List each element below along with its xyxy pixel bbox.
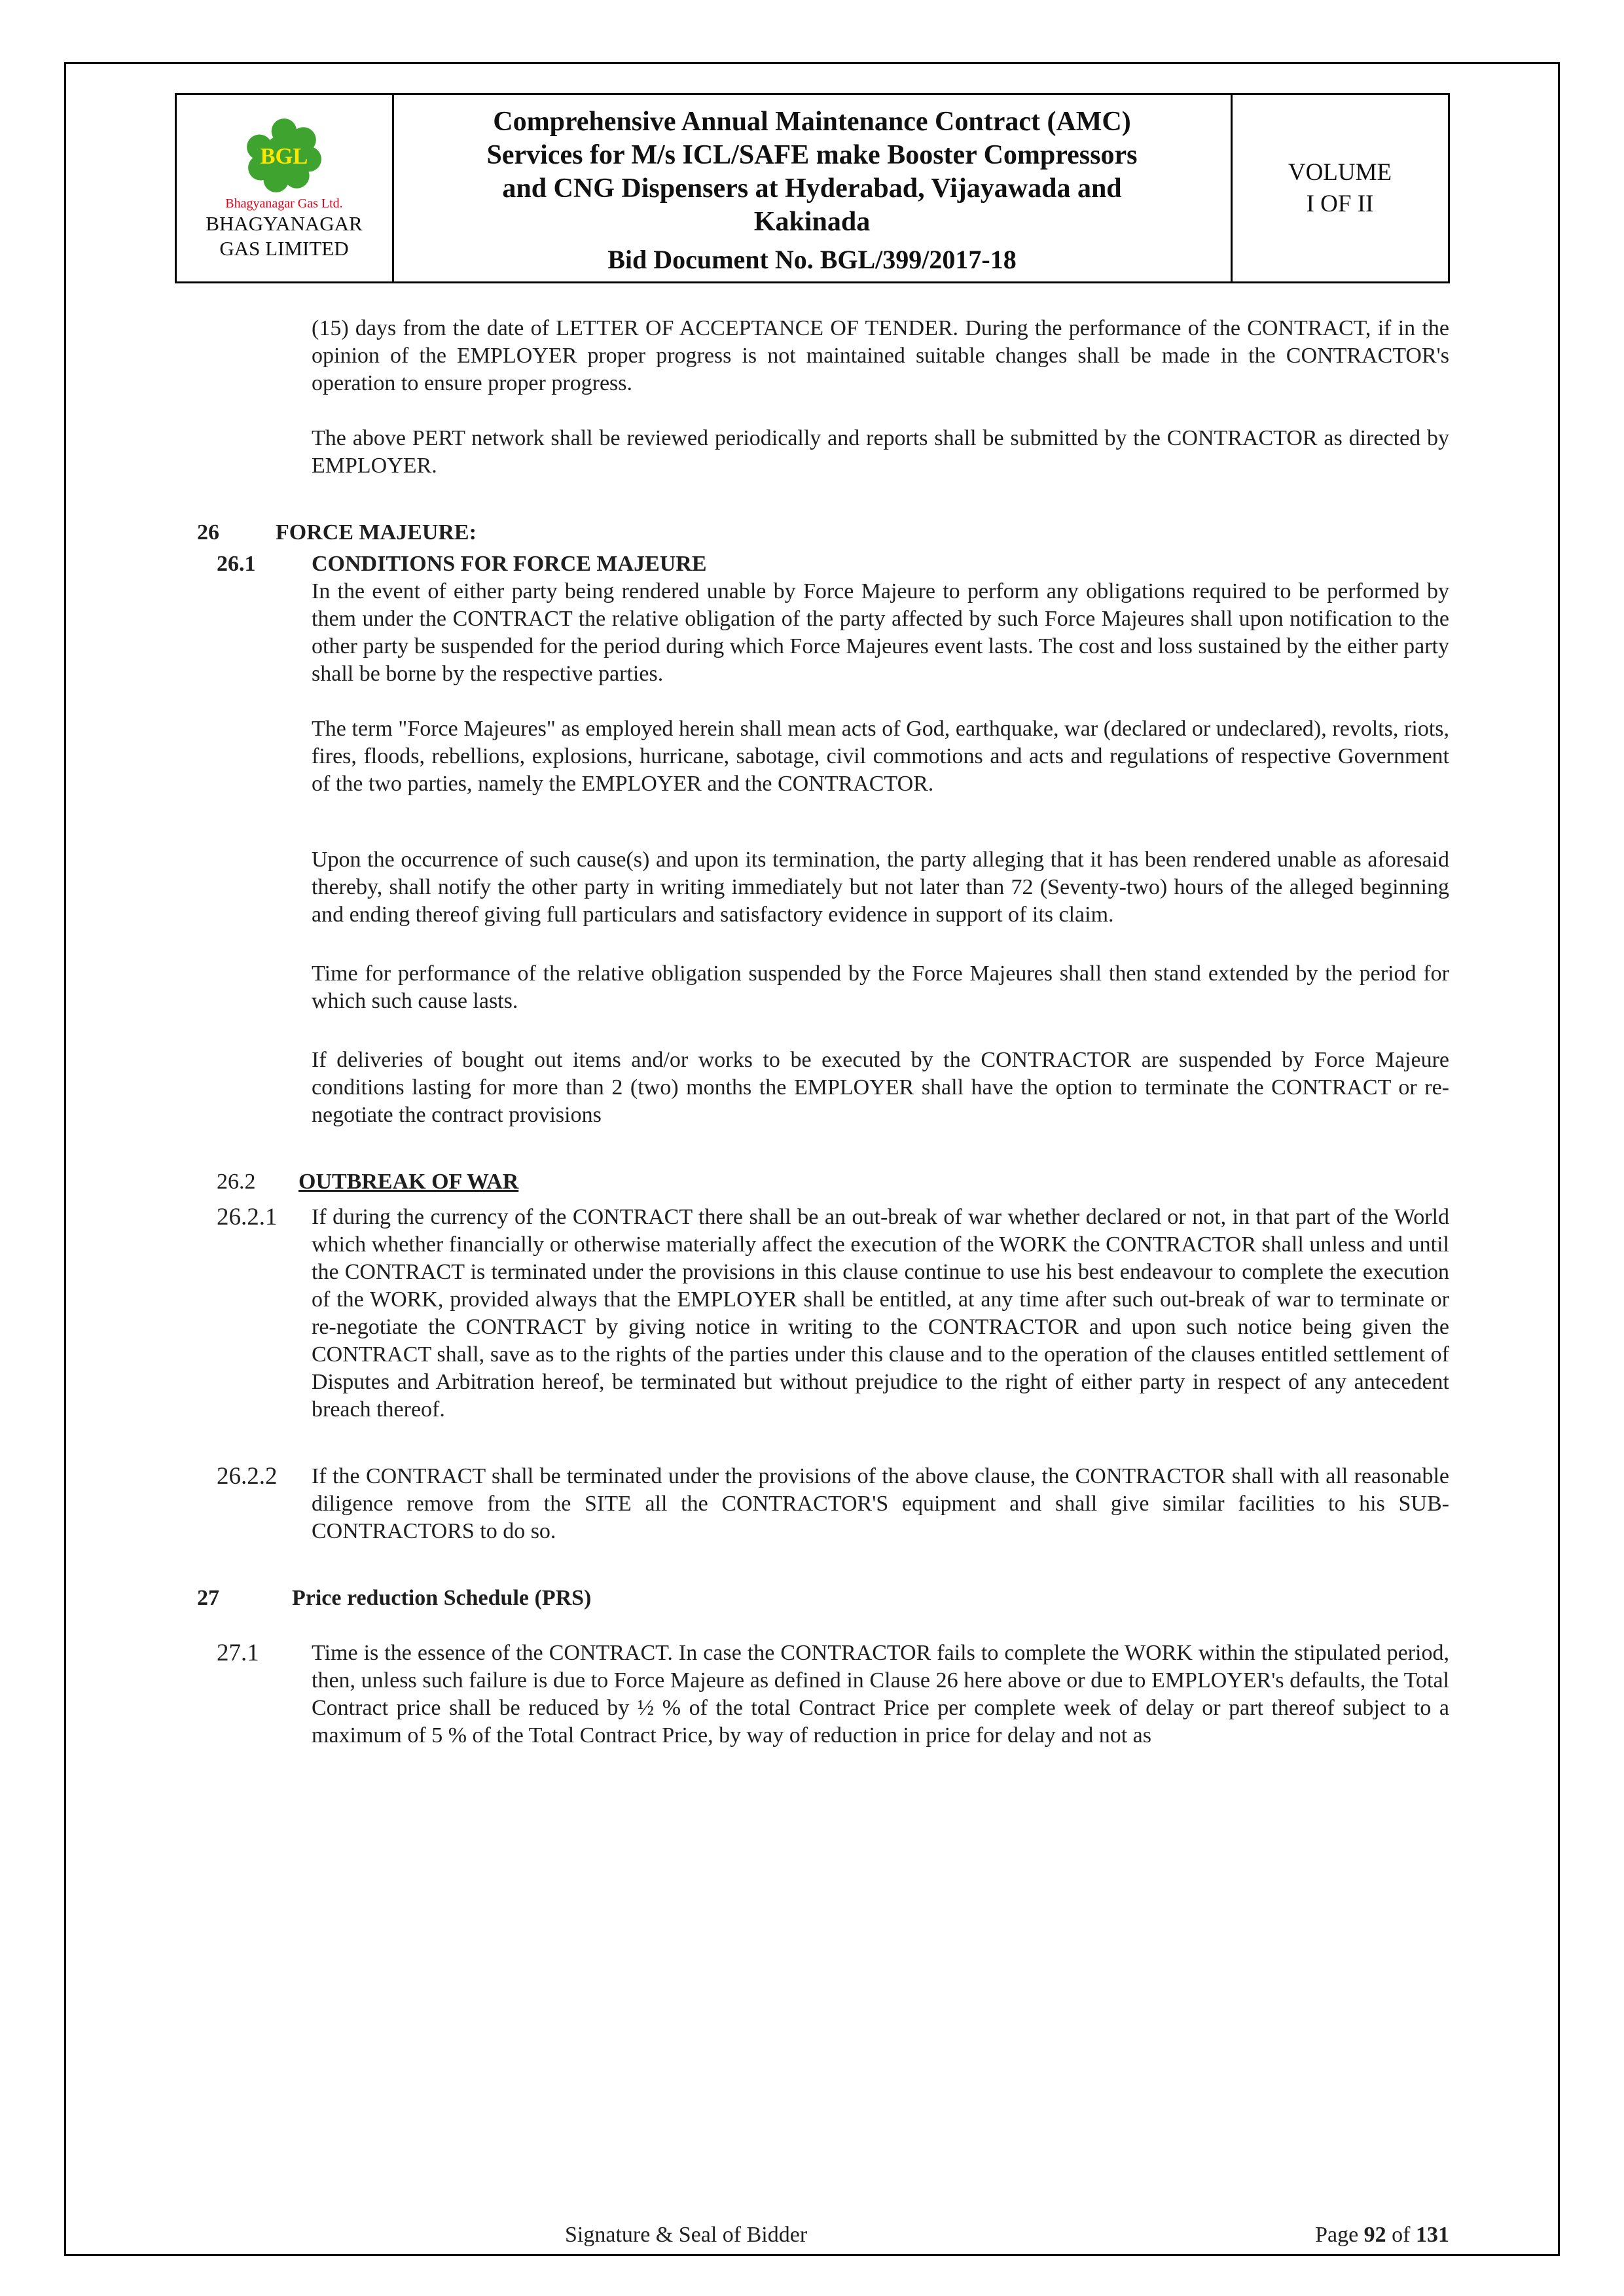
company-name-line2: GAS LIMITED [219, 237, 349, 260]
clause-26-1 [217, 550, 1449, 688]
of-word: of [1392, 2223, 1411, 2247]
paragraph: The term "Force Majeures" as employed herein shall mean acts of God, earthquake, war (declared or undeclared), revolts, riots, fires, floods, rebellions, explosions, hurricane, sabotage, civil commotions and acts and regulations of respective Government of the two parties, namely the EMPLOYER and the CONTRACTOR. [312, 717, 1449, 796]
document-title-line: Services for M/s ICL/SAFE make Booster Compressors [486, 140, 1138, 170]
page-border-frame [64, 62, 1560, 2256]
document-title-line: Comprehensive Annual Maintenance Contract (AMC) [493, 107, 1131, 137]
clause-heading: FORCE MAJEURE: [276, 520, 477, 545]
page-footer [66, 2217, 1558, 2249]
signature-label: Signature & Seal of Bidder [565, 2223, 808, 2247]
section-26-heading [197, 519, 1449, 547]
logo-acronym: BGL [260, 144, 308, 170]
clause-26-2-2 [217, 1463, 1449, 1545]
document-title-line: and CNG Dispensers at Hyderabad, Vijayawada and [502, 173, 1122, 204]
clause-number: 26.2.2 [217, 1463, 278, 1490]
paragraph: If deliveries of bought out items and/or works to be executed by the CONTRACTOR are suspended by Force Majeure conditions lasting for more than 2 (two) months the EMPLOYER shall have the option to terminate the CONTRACT or re-negotiate the contract provisions [312, 1048, 1449, 1127]
header-table [175, 93, 1450, 283]
clause-text: If the CONTRACT shall be terminated under the provisions of the above clause, the CONTRACTOR shall with all reasonable diligence remove from the SITE all the CONTRACTOR'S equipment and shall give similar facilities to his SUB-CONTRACTORS to do so. [312, 1464, 1449, 1543]
clause-body [312, 550, 1449, 688]
company-logo-cell [175, 94, 393, 283]
logo-brand-line: Bhagyanagar Gas Ltd. [225, 196, 343, 211]
section-27-heading [197, 1585, 1449, 1612]
clause-number: 26.1 [217, 552, 256, 576]
clause-number: 26.2.1 [217, 1204, 278, 1230]
clause-text: If during the currency of the CONTRACT there shall be an out-break of war whether declared or not, in that part of the World which whether financially or otherwise materially affect the execution of the WORK the CONTRACTOR shall unless and until the CONTRACT is terminated under the provisions in this clause continue to use his best endeavour to complete the execution of the WORK, provided always that the EMPLOYER shall be entitled, at any time after such out-break of war to terminate or re-negotiate the CONTRACT by giving notice in writing to the CONTRACTOR and upon such notice being given the CONTRACT shall, save as to the rights of the parties under this clause and to the operation of the clauses entitled settlement of Disputes and Arbitration hereof, be terminated but without prejudice to the right of either party in respect of any antecedent breach thereof. [312, 1205, 1449, 1422]
document-title-line: Kakinada [753, 207, 871, 237]
document-body [66, 315, 1558, 1749]
paragraph: (15) days from the date of LETTER OF ACCEPTANCE OF TENDER. During the performance of the CONTRACT, if in the opinion of the EMPLOYER proper progress is not maintained suitable changes shall be made in the CONTRACTOR's operation to ensure proper progress. [312, 316, 1449, 395]
page-number [1315, 2223, 1449, 2248]
bgl-logo-icon [244, 115, 324, 195]
paragraph: Upon the occurrence of such cause(s) and upon its termination, the party alleging that it has been rendered unable as aforesaid thereby, shall notify the other party in writing immediately but not later than 72 (Seventy-two) hours of the alleged beginning and ending thereof giving full particulars and satisfactory evidence in support of its claim. [312, 848, 1449, 927]
clause-26-2-heading [217, 1168, 1449, 1196]
volume-label [1231, 94, 1449, 283]
clause-text: In the event of either party being rendered unable by Force Majeure to perform any obligations required to be performed by them under the CONTRACT the relative obligation of the party affected by such Force Majeures shall upon notification to the other party be suspended for the period during which Force Majeures event lasts. The cost and loss sustained by the either party shall be borne by the respective parties. [312, 579, 1449, 686]
clause-number: 26.2 [217, 1170, 256, 1194]
clause-number: 27.1 [217, 1640, 259, 1666]
company-name-line1: BHAGYANAGAR [206, 212, 363, 235]
clause-text: Time is the essence of the CONTRACT. In case the CONTRACTOR fails to complete the WORK within the stipulated period, then, unless such failure is due to Force Majeure as defined in Clause 26 here above or due to EMPLOYER's defaults, the Total Contract price shall be reduced by ½ % of the total Contract Price per complete week of delay or part thereof subject to a maximum of 5 % of the Total Contract Price, by way of reduction in price for delay and not as [312, 1641, 1449, 1748]
document-title-cell [393, 94, 1231, 283]
bid-document-number: Bid Document No. BGL/399/2017-18 [607, 245, 1017, 274]
paragraph: The above PERT network shall be reviewed periodically and reports shall be submitted by the CONTRACTOR as directed by EMPLOYER. [312, 426, 1449, 478]
clause-heading: Price reduction Schedule (PRS) [292, 1586, 592, 1610]
clause-26-2-1 [217, 1204, 1449, 1424]
page-word: Page [1315, 2223, 1359, 2247]
page-current: 92 [1363, 2223, 1386, 2247]
volume-line: I OF II [1306, 190, 1374, 217]
clause-heading: CONDITIONS FOR FORCE MAJEURE [312, 552, 707, 576]
clause-number: 26 [197, 520, 219, 545]
clause-number: 27 [197, 1586, 219, 1610]
page-total: 131 [1416, 2223, 1449, 2247]
clause-27-1 [217, 1640, 1449, 1749]
clause-heading: OUTBREAK OF WAR [298, 1170, 519, 1194]
document-title [420, 105, 1204, 239]
paragraph: Time for performance of the relative obligation suspended by the Force Majeures shall then stand extended by the period for which such cause lasts. [312, 961, 1449, 1013]
volume-line: VOLUME [1288, 158, 1392, 186]
